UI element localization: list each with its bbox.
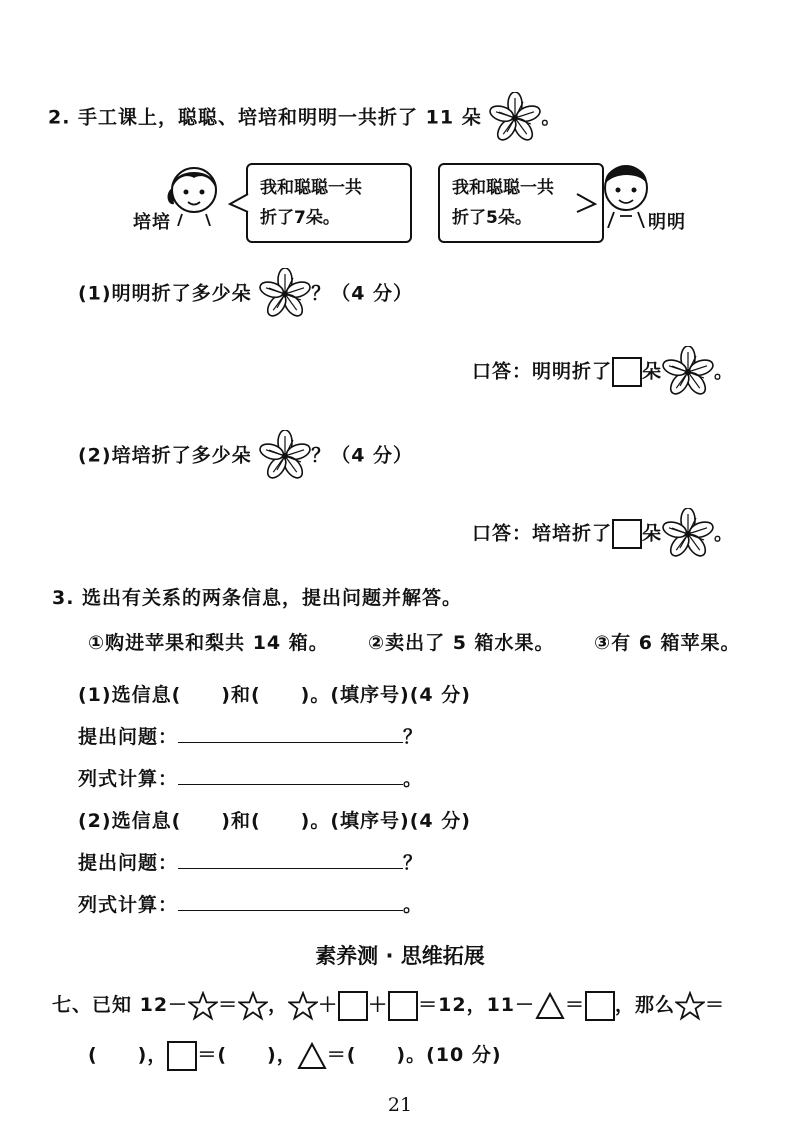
q3-part2-calc: 列式计算： 。: [78, 894, 424, 916]
q3-info-3: ③有 6 箱苹果。: [594, 632, 741, 654]
bubble-pointer-left: [228, 192, 250, 214]
answer-line[interactable]: [178, 892, 403, 911]
answer-box[interactable]: [612, 519, 642, 549]
flower-icon: [259, 268, 311, 320]
q3-info-2: ②卖出了 5 箱水果。: [368, 632, 555, 654]
q3-part1-select: (1)选信息( )和( )。(填序号)(4 分): [78, 684, 471, 706]
q3-part2-select: (2)选信息( )和( )。(填序号)(4 分): [78, 810, 471, 832]
star-icon: [188, 991, 218, 1021]
mingming-name: 明明: [648, 212, 686, 233]
q2-sub1-answer: 口答：明明折了 朵 。: [472, 346, 734, 398]
triangle-icon: [535, 991, 565, 1021]
answer-box[interactable]: [612, 357, 642, 387]
square-icon: [338, 991, 368, 1021]
q2-title: 2. 手工课上，聪聪、培培和明明一共折了 11 朵 。: [48, 92, 561, 144]
answer-line[interactable]: [178, 850, 403, 869]
section-title: 素养测 · 思维拓展: [315, 944, 485, 968]
flower-icon: [662, 346, 714, 398]
q3-part1-calc: 列式计算： 。: [78, 768, 424, 790]
page-number: 21: [387, 1094, 413, 1116]
q3-title: 3. 选出有关系的两条信息，提出问题并解答。: [52, 587, 463, 609]
square-icon: [388, 991, 418, 1021]
mingming-speech-bubble: 我和聪聪一共 折了5朵。: [438, 163, 604, 243]
flower-icon: [489, 92, 541, 144]
q3-part1-ask: 提出问题： ？: [78, 726, 424, 748]
triangle-icon: [297, 1041, 327, 1071]
peipei-name: 培培: [133, 212, 171, 233]
q2-sub2-answer: 口答：培培折了 朵 。: [472, 508, 734, 560]
flower-icon: [662, 508, 714, 560]
flower-icon: [259, 430, 311, 482]
square-icon: [167, 1041, 197, 1071]
q3-info-1: ①购进苹果和梨共 14 箱。: [88, 632, 329, 654]
star-icon: [238, 991, 268, 1021]
answer-line[interactable]: [178, 766, 403, 785]
q3-part2-ask: 提出问题： ？: [78, 852, 424, 874]
star-icon: [675, 991, 705, 1021]
answer-line[interactable]: [178, 724, 403, 743]
peipei-speech-bubble: 我和聪聪一共 折了7朵。: [246, 163, 412, 243]
star-icon: [288, 991, 318, 1021]
q7-line1: 七、已知 12－ ＝ ， ＋ ＋ ＝12，11－ ＝ ，那么 ＝: [52, 990, 725, 1021]
square-icon: [585, 991, 615, 1021]
q2-sub2-question: (2)培培折了多少朵 ？（4 分）: [78, 430, 413, 482]
q7-line2: ( )， ＝( )， ＝( )。(10 分): [88, 1040, 502, 1071]
q2-sub1-question: (1)明明折了多少朵 ？（4 分）: [78, 268, 413, 320]
